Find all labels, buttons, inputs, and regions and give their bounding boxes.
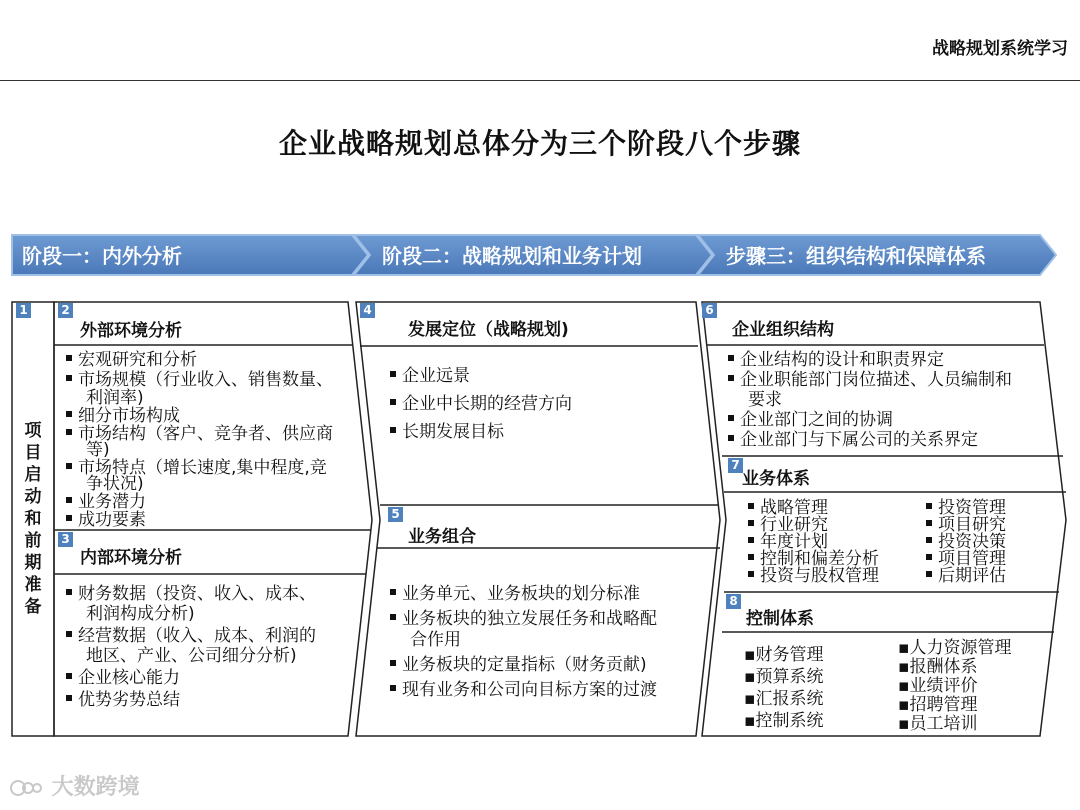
- step-number-7: 7: [728, 458, 743, 473]
- list-item: 细分市场构成: [66, 406, 356, 426]
- list-item: ▪财务管理: [744, 645, 824, 665]
- bullet-icon: [66, 411, 72, 417]
- vertical-char: 前: [24, 531, 42, 551]
- list-item: 行业研究: [748, 517, 918, 534]
- list-item-continuation: 合作用: [410, 630, 461, 650]
- bullet-icon: [728, 355, 734, 361]
- bullet-icon: [748, 537, 754, 543]
- list-item: 成功要素: [66, 510, 356, 530]
- list-item: ▪报酬体系: [898, 657, 978, 677]
- bullet-icon: [390, 660, 396, 666]
- list-item: 投资管理: [926, 500, 1046, 517]
- list-item: ▪招聘管理: [898, 695, 978, 715]
- bullet-icon: [926, 537, 932, 543]
- bullet-icon: [66, 355, 72, 361]
- bullet-icon: [66, 375, 72, 381]
- bullet-icon: [748, 554, 754, 560]
- step-number-5: 5: [388, 507, 403, 522]
- bullet-icon: [66, 515, 72, 521]
- list-item: 投资决策: [926, 534, 1046, 551]
- portfolio-list: [390, 584, 700, 700]
- section-title-internal: 内部环境分析: [80, 548, 182, 568]
- business-system-list-left: [748, 500, 918, 585]
- vertical-char: 期: [24, 553, 42, 573]
- list-item: ▪汇报系统: [744, 689, 824, 709]
- list-item: 业务板块的定量指标（财务贡献): [390, 655, 700, 675]
- list-item-continuation: 利润率): [86, 388, 144, 408]
- list-item: 优势劣势总结: [66, 690, 361, 710]
- list-item-continuation: 要求: [748, 390, 782, 410]
- header-title: 战略规划系统学习: [932, 39, 1068, 59]
- list-item: 市场特点（增长速度,集中程度,竞: [66, 458, 356, 478]
- bullet-icon: [66, 463, 72, 469]
- org-structure-list: [728, 350, 1048, 450]
- list-item: 宏观研究和分析: [66, 350, 356, 370]
- list-item: 年度计划: [748, 534, 918, 551]
- list-item: 业务单元、业务板块的划分标准: [390, 584, 700, 604]
- vertical-char: 准: [24, 575, 42, 595]
- business-system-list-right: [926, 500, 1046, 585]
- watermark-logo-icon: [8, 777, 44, 799]
- bullet-icon: [390, 427, 396, 433]
- list-item: 企业核心能力: [66, 668, 361, 688]
- list-item: 项目管理: [926, 551, 1046, 568]
- section-title-external: 外部环境分析: [80, 321, 182, 341]
- vertical-char: 和: [24, 509, 42, 529]
- bullet-icon: [390, 589, 396, 595]
- list-item: 企业部门之间的协调: [728, 410, 1048, 430]
- bullet-icon: [66, 695, 72, 701]
- list-item: 长期发展目标: [390, 422, 690, 442]
- page-title: 企业战略规划总体分为三个阶段八个步骤: [278, 127, 801, 160]
- list-item-continuation: 争状况): [86, 474, 144, 494]
- list-item: 业务潜力: [66, 492, 356, 512]
- vertical-char: 目: [24, 443, 42, 463]
- step-number-8: 8: [726, 594, 741, 609]
- section-title-business-system: 业务体系: [742, 469, 810, 489]
- list-item-continuation: 等): [86, 440, 110, 460]
- list-item: 企业职能部门岗位描述、人员编制和: [728, 370, 1048, 390]
- list-item: 投资与股权管理: [748, 568, 918, 585]
- bullet-icon: [390, 371, 396, 377]
- step-number-4: 4: [360, 303, 375, 318]
- bullet-icon: [390, 685, 396, 691]
- list-item: 市场规模（行业收入、销售数量、: [66, 370, 356, 390]
- bullet-icon: [926, 503, 932, 509]
- list-item: ▪控制系统: [744, 711, 824, 731]
- stage1-label: 阶段一：内外分析: [22, 244, 182, 268]
- control-system-list-left: [744, 644, 884, 732]
- bullet-icon: [66, 497, 72, 503]
- section-title-control-system: 控制体系: [746, 609, 814, 629]
- list-item: 战略管理: [748, 500, 918, 517]
- list-item: 业务板块的独立发展任务和战略配: [390, 609, 700, 629]
- step-number-1: 1: [16, 303, 31, 318]
- list-item: 后期评估: [926, 568, 1046, 585]
- section-title-positioning: 发展定位（战略规划): [408, 320, 569, 340]
- list-item-continuation: 地区、产业、公司细分分析): [86, 646, 297, 666]
- watermark: [8, 770, 140, 801]
- watermark-text: 大数跨境: [51, 775, 140, 800]
- vertical-char: 项: [24, 421, 42, 441]
- external-list: [66, 350, 356, 530]
- bullet-icon: [748, 571, 754, 577]
- list-item: 企业远景: [390, 366, 690, 386]
- list-item: 财务数据（投资、收入、成本、: [66, 584, 361, 604]
- vertical-char: 启: [24, 465, 42, 485]
- bullet-icon: [926, 520, 932, 526]
- bullet-icon: [390, 399, 396, 405]
- list-item-continuation: 利润构成分析): [86, 604, 195, 624]
- list-item: 现有业务和公司向目标方案的过渡: [390, 680, 700, 700]
- section-title-org-structure: 企业组织结构: [732, 320, 834, 340]
- bullet-icon: [390, 614, 396, 620]
- bullet-icon: [748, 503, 754, 509]
- list-item: 企业中长期的经营方向: [390, 394, 690, 414]
- list-item: 项目研究: [926, 517, 1046, 534]
- list-item: 控制和偏差分析: [748, 551, 918, 568]
- bullet-icon: [66, 631, 72, 637]
- positioning-list: [390, 366, 690, 442]
- bullet-icon: [926, 571, 932, 577]
- section-title-portfolio: 业务组合: [408, 527, 476, 547]
- bullet-icon: [66, 589, 72, 595]
- internal-list: [66, 584, 361, 710]
- bullet-icon: [728, 375, 734, 381]
- list-item: ▪业绩评价: [898, 676, 978, 696]
- step-number-3: 3: [58, 532, 73, 547]
- bullet-icon: [66, 673, 72, 679]
- stage2-label: 阶段二：战略规划和业务计划: [382, 244, 642, 268]
- list-item: 经营数据（收入、成本、利润的: [66, 626, 361, 646]
- list-item: ▪员工培训: [898, 714, 978, 734]
- vertical-char: 备: [24, 597, 42, 617]
- step-number-6: 6: [702, 303, 717, 318]
- stage3-label: 步骤三：组织结构和保障体系: [726, 244, 986, 268]
- control-system-list-right: [898, 639, 1048, 734]
- list-item: 企业部门与下属公司的关系界定: [728, 430, 1048, 450]
- bullet-icon: [748, 520, 754, 526]
- vertical-label-project-prep: [21, 420, 45, 618]
- bullet-icon: [728, 415, 734, 421]
- list-item: ▪人力资源管理: [898, 638, 1012, 658]
- list-item: ▪预算系统: [744, 667, 824, 687]
- bullet-icon: [66, 429, 72, 435]
- step-number-2: 2: [58, 303, 73, 318]
- bullet-icon: [728, 435, 734, 441]
- bullet-icon: [926, 554, 932, 560]
- list-item: 市场结构（客户、竞争者、供应商: [66, 424, 356, 444]
- vertical-char: 动: [24, 487, 42, 507]
- list-item: 企业结构的设计和职责界定: [728, 350, 1048, 370]
